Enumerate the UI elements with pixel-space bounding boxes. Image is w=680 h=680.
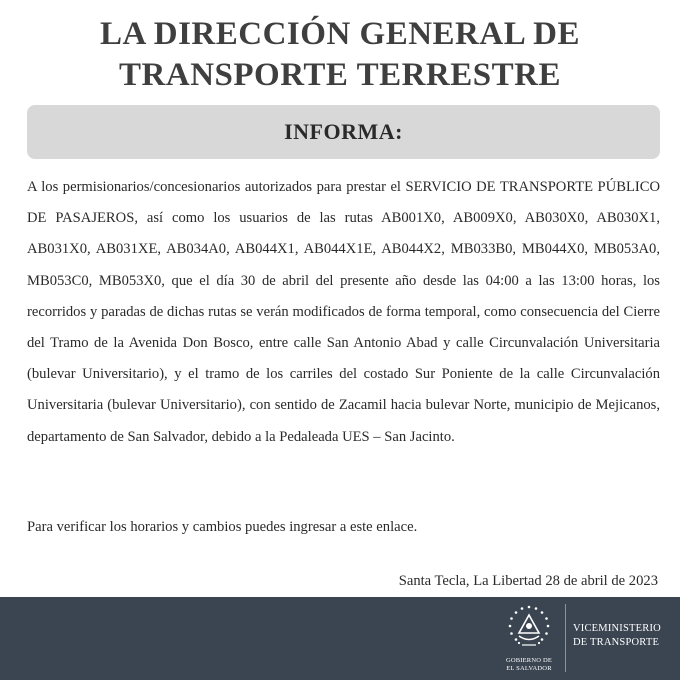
date-place-line: Santa Tecla, La Libertad 28 de abril de 2023 xyxy=(398,573,658,589)
notice-paragraph: A los permisionarios/concesionarios autorizados para prestar el SERVICIO DE TRANSPORTE PÚBLICO DE PASAJEROS, así como los usuarios de las rutas AB001X0, AB009X0, AB030X0, AB030X1, AB031X0, AB031XE, AB034A0, AB044X1, AB044X1E, AB044X2, MB033B0, MB044X0, MB053A0, MB053C0, MB053X0, que el día 30 de abril del presente año desde las 04:00 a las 13:00 horas, los recorridos y paradas de dichas rutas se verán modificados de forma temporal, como consecuencia del Cierre del Tramo de la Avenida Don Bosco, entre calle San Antonio Abad y calle Circunvalación Universitaria (bulevar Universitario), y el tramo de los carriles del costado Sur Poniente de la calle Circunvalación Universitaria (bulevar Universitario), con sentido de Zacamil hacia bulevar Norte, municipio de Mejicanos, departamento de San Salvador, debido a la Pedaleada UES – San Jacinto. xyxy=(27,179,660,445)
title-line-1: LA DIRECCIÓN GENERAL DE xyxy=(99,16,580,52)
notice-body xyxy=(27,172,660,453)
informa-banner xyxy=(27,105,660,159)
gov-line-2: EL SALVADOR xyxy=(506,664,552,672)
title-line-2: TRANSPORTE TERRESTRE xyxy=(119,57,561,93)
verify-link-sentence[interactable]: Para verificar los horarios y cambios puedes ingresar a este enlace. xyxy=(27,519,418,535)
vice-line-1: VICEMINISTERIO xyxy=(573,623,661,634)
el-salvador-coat-of-arms-icon xyxy=(505,603,553,651)
government-label xyxy=(495,657,563,672)
footer-divider xyxy=(565,604,566,672)
gov-line-1: GOBIERNO DE xyxy=(505,657,553,664)
page-title xyxy=(0,14,680,96)
vice-line-2: DE TRANSPORTE xyxy=(573,637,660,648)
viceministry-label xyxy=(573,622,677,650)
informa-label: INFORMA: xyxy=(284,119,403,144)
